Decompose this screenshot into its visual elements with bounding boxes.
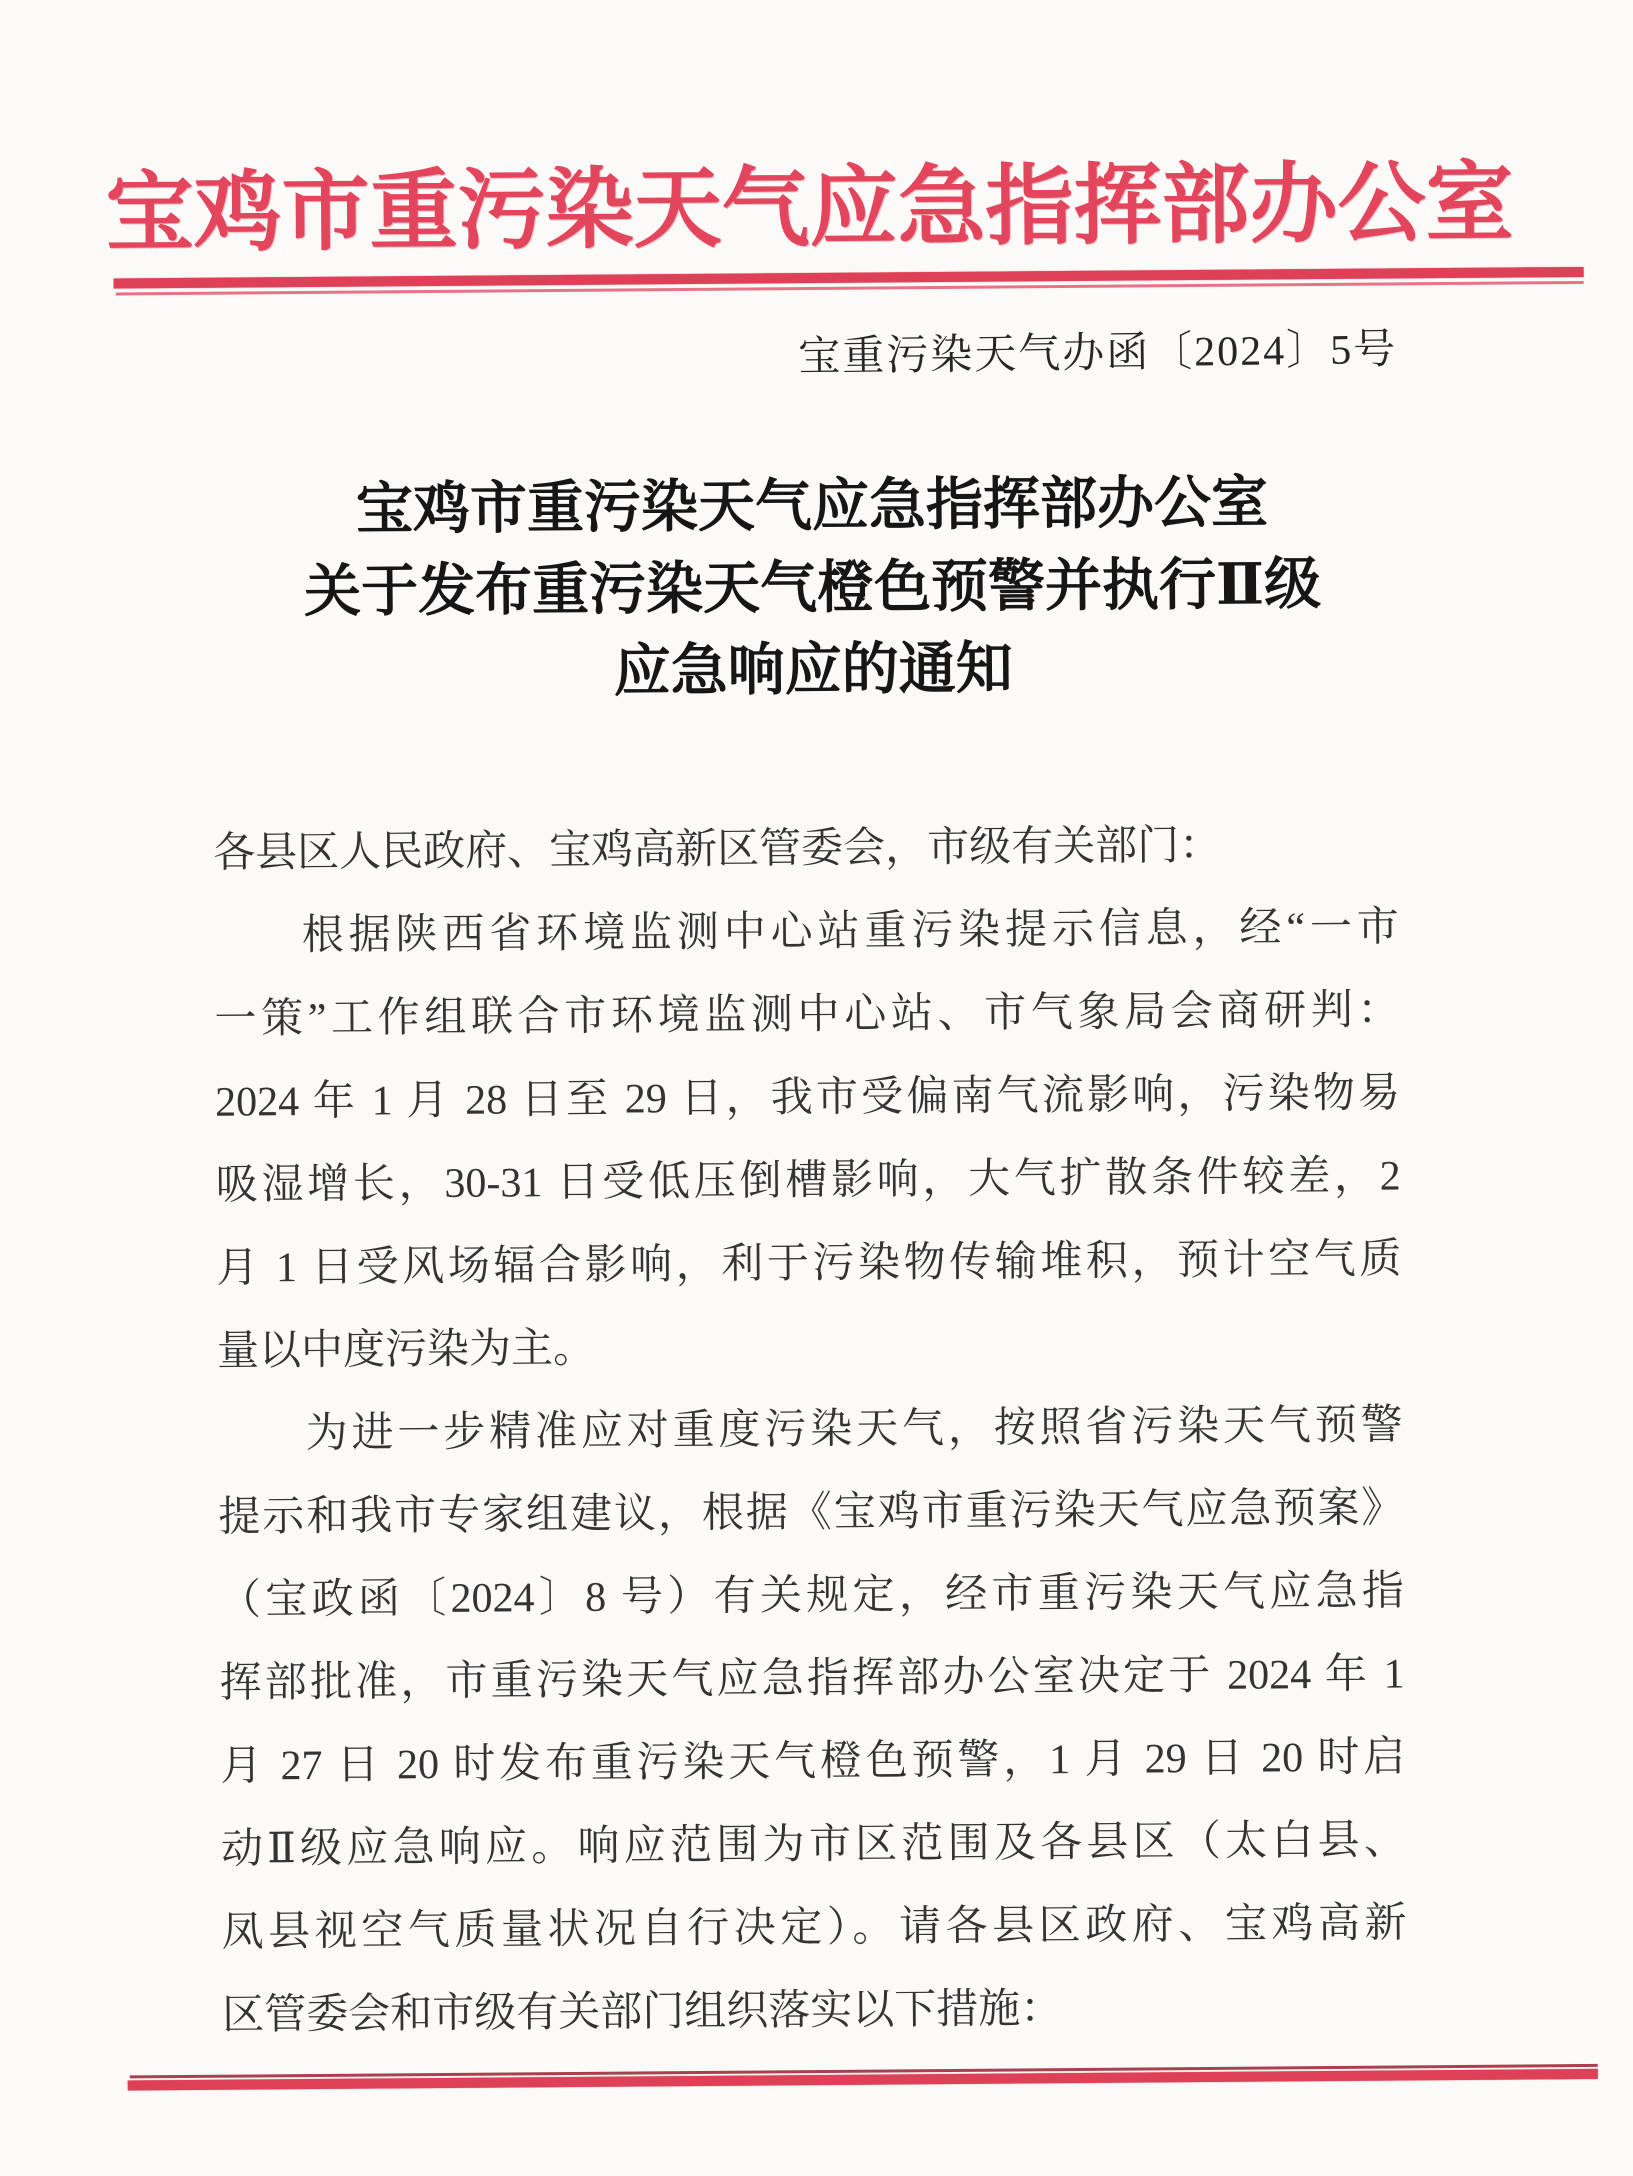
title-line: 关于发布重污染天气橙色预警并执行Ⅱ级 (303, 553, 1322, 625)
body-line: 一策”工作组联合市环境监测中心站、市气象局会商研判： (214, 987, 1400, 1043)
body-line: 区管委会和市级有关部门组织落实以下措施： (222, 1986, 1063, 2039)
body-line: 动Ⅱ级应急响应。响应范围为市区范围及各县区（太白县、 (220, 1817, 1407, 1873)
body-line: （宝政函〔2024〕8 号）有关规定，经市重污染天气应急指 (218, 1568, 1405, 1624)
body-line: 各县区人民政府、宝鸡高新区管委会，市级有关部门： (212, 822, 1222, 877)
body-text (213, 803, 1408, 2057)
body-line: 月 27 日 20 时发布重污染天气橙色预警，1 月 29 日 20 时启 (220, 1734, 1406, 1790)
body-line: 为进一步精准应对重度污染天气，按照省污染天气预警 (305, 1402, 1403, 1458)
body-line: 月 1 日受风场辐合影响，利于污染物传输堆积，预计空气质 (216, 1236, 1402, 1292)
body-line: 提示和我市专家组建议，根据《宝鸡市重污染天气应急预案》 (218, 1485, 1404, 1541)
document-title (0, 460, 1630, 719)
body-line: 凤县视空气质量状况自行决定）。请各县区政府、宝鸡高新 (221, 1900, 1407, 1956)
title-line: 应急响应的通知 (613, 637, 1013, 704)
body-line: 吸湿增长，30-31 日受低压倒槽影响，大气扩散条件较差，2 (215, 1153, 1401, 1209)
body-line: 量以中度污染为主。 (216, 1325, 596, 1375)
body-line: 挥部批准，市重污染天气应急指挥部办公室决定于 2024 年 1 (219, 1651, 1405, 1707)
letterhead-org-name: 宝鸡市重污染天气应急指挥部办公室 (105, 155, 1514, 264)
document-number: 宝重污染天气办函〔2024〕5号 (797, 326, 1398, 381)
title-line: 宝鸡市重污染天气应急指挥部办公室 (355, 471, 1269, 542)
body-line: 根据陕西省环境监测中心站重污染提示信息，经“一市 (301, 904, 1399, 960)
body-line: 2024 年 1 月 28 日至 29 日，我市受偏南气流影响，污染物易 (214, 1070, 1401, 1126)
